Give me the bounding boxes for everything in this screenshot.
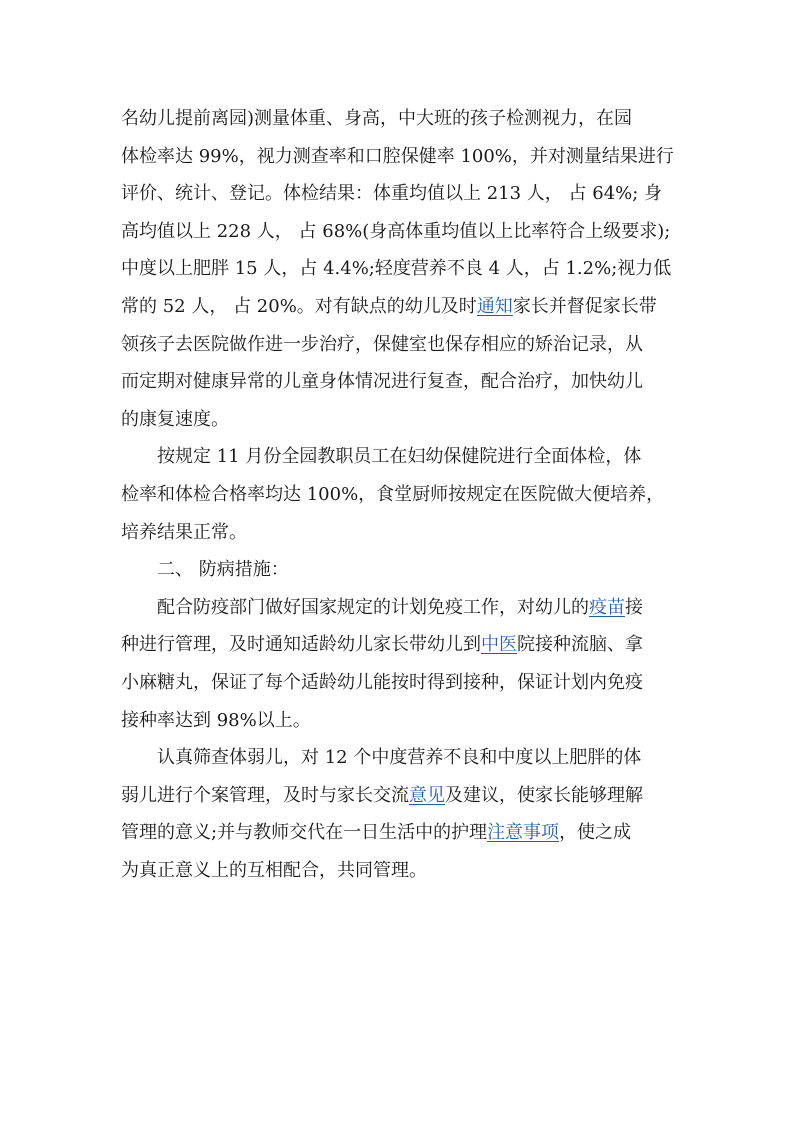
paragraph-weak-children [121, 739, 654, 889]
text-line [121, 777, 654, 815]
link-tcm[interactable]: 中医 [481, 634, 517, 656]
text-line [121, 288, 657, 326]
text-line: 认真筛查体弱儿，对 12 个中度营养不良和中度以上肥胖的体 [157, 747, 642, 769]
text-line: 体检率达 99%，视力测查率和口腔保健率 100%，并对测量结果进行 [121, 145, 674, 167]
text-line: 领孩子去医院做作进一步治疗，保健室也保存相应的矫治记录，从 [121, 333, 643, 355]
link-opinion[interactable]: 意见 [409, 784, 445, 806]
link-vaccine[interactable]: 疫苗 [589, 596, 625, 618]
text-run: 种进行管理，及时通知适龄幼儿家长带幼儿到 [121, 634, 481, 656]
text-line: 为真正意义上的互相配合，共同管理。 [121, 859, 427, 881]
text-line [121, 626, 654, 664]
text-line: 的康复速度。 [121, 408, 229, 430]
text-run: 常的 52 人， 占 20%。对有缺点的幼儿及时 [121, 295, 477, 317]
text-line: 小麻糖丸，保证了每个适龄幼儿能按时得到接种，保证计划内免疫 [121, 671, 643, 693]
text-run: 及建议，使家长能够理解 [445, 784, 643, 806]
text-run: 接 [625, 596, 643, 618]
text-line: 培养结果正常。 [121, 521, 247, 543]
link-precautions[interactable]: 注意事项 [487, 822, 560, 844]
paragraph-health-check [121, 100, 674, 438]
text-run: 管理的意义;并与教师交代在一日生活中的护理 [121, 822, 488, 844]
section-heading: 二、 防病措施： [157, 559, 289, 581]
paragraph-immunization [121, 589, 654, 739]
paragraph-staff-check [121, 438, 665, 551]
text-line: 高均值以上 228 人， 占 68%(身高体重均值以上比率符合上级要求); [121, 220, 671, 242]
text-line: 按规定 11 月份全园教职员工在妇幼保健院进行全面体检，体 [157, 446, 642, 468]
text-line: 而定期对健康异常的儿童身体情况进行复查，配合治疗，加快幼儿 [121, 371, 643, 393]
text-run: ，使之成 [559, 822, 632, 844]
text-run: 弱儿进行个案管理，及时与家长交流 [121, 784, 409, 806]
text-line [121, 814, 654, 852]
text-line: 检率和体检合格率均达 100%，食堂厨师按规定在医院做大便培养， [121, 483, 665, 505]
text-line: 评价、统计、登记。体检结果：体重均值以上 213 人， 占 64%; 身 [121, 183, 663, 205]
text-line [121, 589, 654, 627]
text-run: 家长并督促家长带 [512, 295, 657, 317]
text-line: 中度以上肥胖 15 人，占 4.4%;轻度营养不良 4 人，占 1.2%;视力低 [121, 258, 672, 280]
text-line: 接种率达到 98%以上。 [121, 709, 311, 731]
link-notify[interactable]: 通知 [476, 295, 513, 317]
text-run: 院接种流脑、拿 [517, 634, 643, 656]
text-run: 配合防疫部门做好国家规定的计划免疫工作，对幼儿的 [157, 596, 589, 618]
text-line: 名幼儿提前离园)测量体重、身高，中大班的孩子检测视力，在园 [121, 108, 633, 129]
